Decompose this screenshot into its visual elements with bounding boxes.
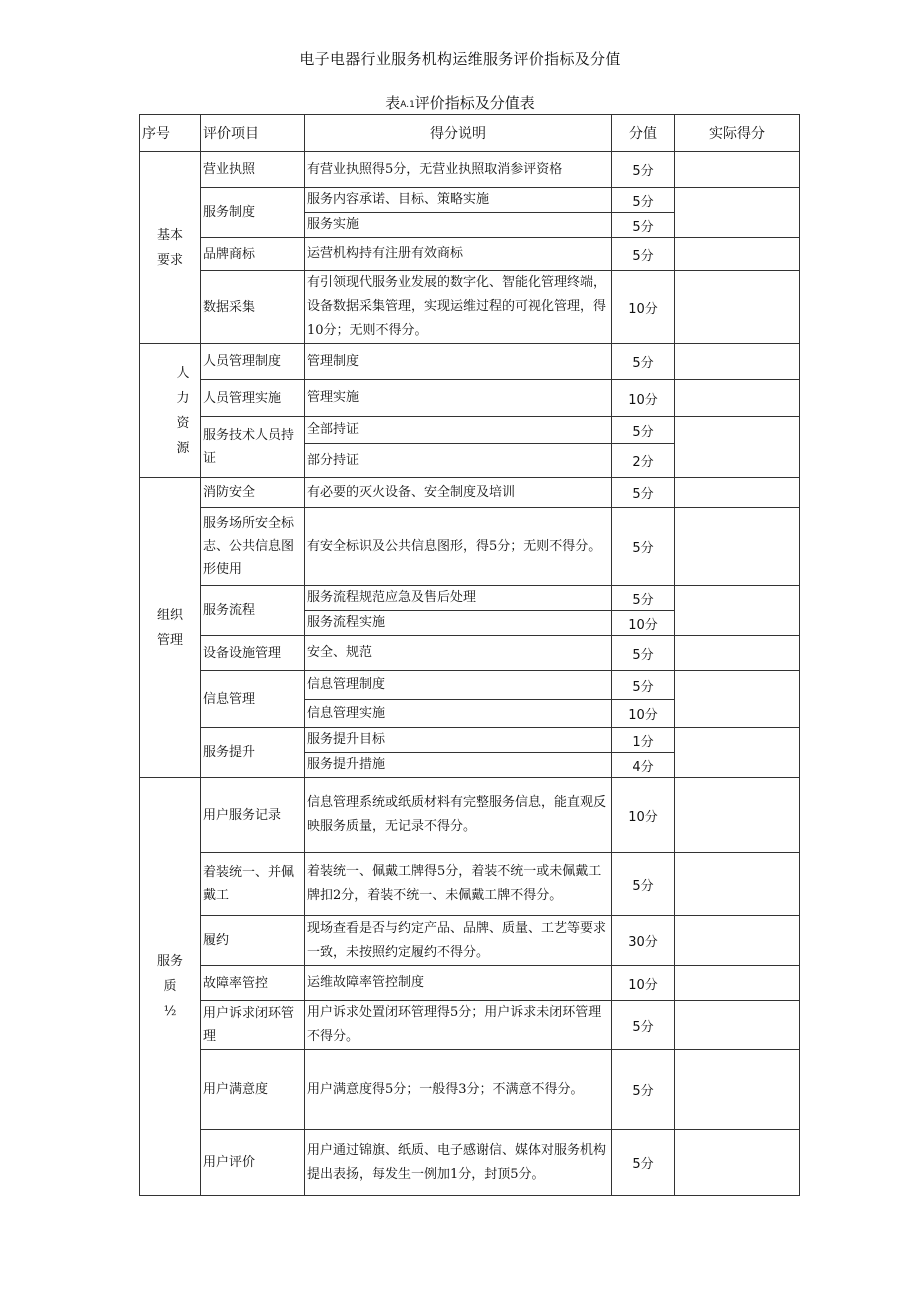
category-label: 质: [163, 979, 177, 994]
actual-score-input[interactable]: [675, 152, 800, 188]
actual-score-input[interactable]: [675, 853, 800, 916]
actual-score-input[interactable]: [675, 728, 800, 778]
category-label: 力: [176, 390, 190, 406]
item-name: 服务提升: [201, 728, 305, 778]
table-row: [140, 508, 800, 586]
score-description: 信息管理制度: [305, 671, 612, 700]
score-value: 30分: [612, 916, 675, 966]
score-value: 5分: [612, 478, 675, 508]
score-value: 10分: [612, 611, 675, 636]
table-row: [140, 778, 800, 853]
score-description: 用户满意度得5分；一般得3分；不满意不得分。: [305, 1050, 612, 1130]
table-row: [140, 1130, 800, 1196]
score-description: 服务流程规范应急及售后处理: [305, 586, 612, 611]
actual-score-input[interactable]: [675, 417, 800, 478]
score-description: 用户诉求处置闭环管理得5分；用户诉求未闭环管理不得分。: [305, 1001, 612, 1050]
table-row: [140, 417, 800, 444]
actual-score-input[interactable]: [675, 478, 800, 508]
actual-score-input[interactable]: [675, 586, 800, 636]
score-description: 服务提升措施: [305, 753, 612, 778]
category-label: 资: [176, 415, 190, 431]
actual-score-input[interactable]: [675, 344, 800, 380]
item-name: 故障率管控: [201, 966, 305, 1001]
header-score: 分值: [612, 115, 675, 152]
actual-score-input[interactable]: [675, 380, 800, 417]
score-value: 5分: [612, 417, 675, 444]
score-description: 有必要的灭火设备、安全制度及培训: [305, 478, 612, 508]
category-label: 管理: [156, 632, 183, 648]
category-label: 源: [176, 440, 190, 456]
table-header-row: [140, 115, 800, 152]
table-row: [140, 188, 800, 213]
item-name: 服务流程: [201, 586, 305, 636]
actual-score-input[interactable]: [675, 271, 800, 344]
score-description: 信息管理实施: [305, 700, 612, 728]
score-value: 10分: [612, 700, 675, 728]
header-actual: 实际得分: [675, 115, 800, 152]
actual-score-input[interactable]: [675, 1130, 800, 1196]
item-name: 服务技术人员持证: [201, 417, 305, 478]
table-row: [140, 1001, 800, 1050]
score-value: 10分: [612, 778, 675, 853]
category-cell: [140, 152, 201, 344]
score-table: [139, 114, 800, 1196]
score-value: 10分: [612, 271, 675, 344]
score-value: 10分: [612, 966, 675, 1001]
score-value: 4分: [612, 753, 675, 778]
table-row: [140, 238, 800, 271]
score-description: 用户通过锦旗、纸质、电子感谢信、媒体对服务机构提出表扬，每发生一例加1分，封顶5分。: [305, 1130, 612, 1196]
table-row: [140, 478, 800, 508]
item-name: 数据采集: [201, 271, 305, 344]
score-value: 5分: [612, 636, 675, 671]
actual-score-input[interactable]: [675, 508, 800, 586]
score-value: 5分: [612, 1001, 675, 1050]
score-description: 安全、规范: [305, 636, 612, 671]
item-name: 消防安全: [201, 478, 305, 508]
header-desc: 得分说明: [305, 115, 612, 152]
item-name: 履约: [201, 916, 305, 966]
table-row: [140, 586, 800, 611]
score-description: 有营业执照得5分，无营业执照取消参评资格: [305, 152, 612, 188]
score-description: 运维故障率管控制度: [305, 966, 612, 1001]
score-description: 服务流程实施: [305, 611, 612, 636]
item-name: 人员管理制度: [201, 344, 305, 380]
score-value: 5分: [612, 213, 675, 238]
score-description: 信息管理系统或纸质材料有完整服务信息，能直观反映服务质量，无记录不得分。: [305, 778, 612, 853]
caption-prefix: 表: [385, 94, 401, 112]
score-description: 有安全标识及公共信息图形，得5分；无则不得分。: [305, 508, 612, 586]
actual-score-input[interactable]: [675, 1050, 800, 1130]
score-description: 全部持证: [305, 417, 612, 444]
category-cell: [140, 478, 201, 778]
category-label: 基本: [156, 227, 183, 243]
table-row: [140, 728, 800, 753]
table-row: [140, 853, 800, 916]
score-value: 5分: [612, 152, 675, 188]
document-title: 电子电器行业服务机构运维服务评价指标及分值: [299, 50, 621, 68]
score-description: 着装统一、佩戴工牌得5分，着装不统一或未佩戴工牌扣2分，着装不统一、未佩戴工牌不得分。: [305, 853, 612, 916]
category-cell: [140, 778, 201, 1196]
score-value: 5分: [612, 344, 675, 380]
score-value: 5分: [612, 853, 675, 916]
actual-score-input[interactable]: [675, 778, 800, 853]
score-description: 服务内容承诺、目标、策略实施: [305, 188, 612, 213]
item-name: 服务制度: [201, 188, 305, 238]
table-row: [140, 152, 800, 188]
score-description: 有引领现代服务业发展的数字化、智能化管理终端，设备数据采集管理，实现运维过程的可视化管理，得10分；无则不得分。: [305, 271, 612, 344]
actual-score-input[interactable]: [675, 916, 800, 966]
score-description: 现场查看是否与约定产品、品牌、质量、工艺等要求一致，未按照约定履约不得分。: [305, 916, 612, 966]
score-value: 5分: [612, 671, 675, 700]
score-value: 5分: [612, 508, 675, 586]
item-name: 用户服务记录: [201, 778, 305, 853]
score-value: 2分: [612, 444, 675, 478]
actual-score-input[interactable]: [675, 1001, 800, 1050]
category-label: 组织: [156, 607, 183, 623]
item-name: 信息管理: [201, 671, 305, 728]
category-label: 服务: [156, 954, 183, 969]
item-name: 用户满意度: [201, 1050, 305, 1130]
score-value: 1分: [612, 728, 675, 753]
actual-score-input[interactable]: [675, 636, 800, 671]
actual-score-input[interactable]: [675, 238, 800, 271]
item-name: 用户诉求闭环管理: [201, 1001, 305, 1050]
table-row: [140, 271, 800, 344]
score-value: 5分: [612, 1130, 675, 1196]
actual-score-input[interactable]: [675, 671, 800, 728]
score-value: 5分: [612, 586, 675, 611]
item-name: 服务场所安全标志、公共信息图形使用: [201, 508, 305, 586]
category-cell: [140, 344, 201, 478]
item-name: 着装统一、并佩戴工: [201, 853, 305, 916]
caption-number: A.1: [400, 100, 415, 110]
category-label: 要求: [156, 252, 183, 268]
header-item: 评价项目: [201, 115, 305, 152]
category-label: 人: [176, 365, 190, 381]
score-description: 服务提升目标: [305, 728, 612, 753]
table-caption: [0, 92, 920, 113]
item-name: 设备设施管理: [201, 636, 305, 671]
table-row: [140, 1050, 800, 1130]
score-description: 部分持证: [305, 444, 612, 478]
table-row: [140, 966, 800, 1001]
score-description: 服务实施: [305, 213, 612, 238]
score-description: 管理实施: [305, 380, 612, 417]
item-name: 营业执照: [201, 152, 305, 188]
table-row: [140, 916, 800, 966]
score-value: 5分: [612, 1050, 675, 1130]
table-row: [140, 671, 800, 700]
item-name: 用户评价: [201, 1130, 305, 1196]
actual-score-input[interactable]: [675, 966, 800, 1001]
item-name: 品牌商标: [201, 238, 305, 271]
score-description: 运营机构持有注册有效商标: [305, 238, 612, 271]
table-row: [140, 636, 800, 671]
table-body: [140, 152, 800, 1196]
caption-text: 评价指标及分值表: [414, 94, 535, 112]
header-seq: 序号: [140, 115, 201, 152]
item-name: 人员管理实施: [201, 380, 305, 417]
category-label: ½: [163, 1004, 177, 1019]
score-value: 5分: [612, 238, 675, 271]
table-row: [140, 380, 800, 417]
table-row: [140, 344, 800, 380]
score-description: 管理制度: [305, 344, 612, 380]
score-value: 5分: [612, 188, 675, 213]
score-value: 10分: [612, 380, 675, 417]
actual-score-input[interactable]: [675, 188, 800, 238]
